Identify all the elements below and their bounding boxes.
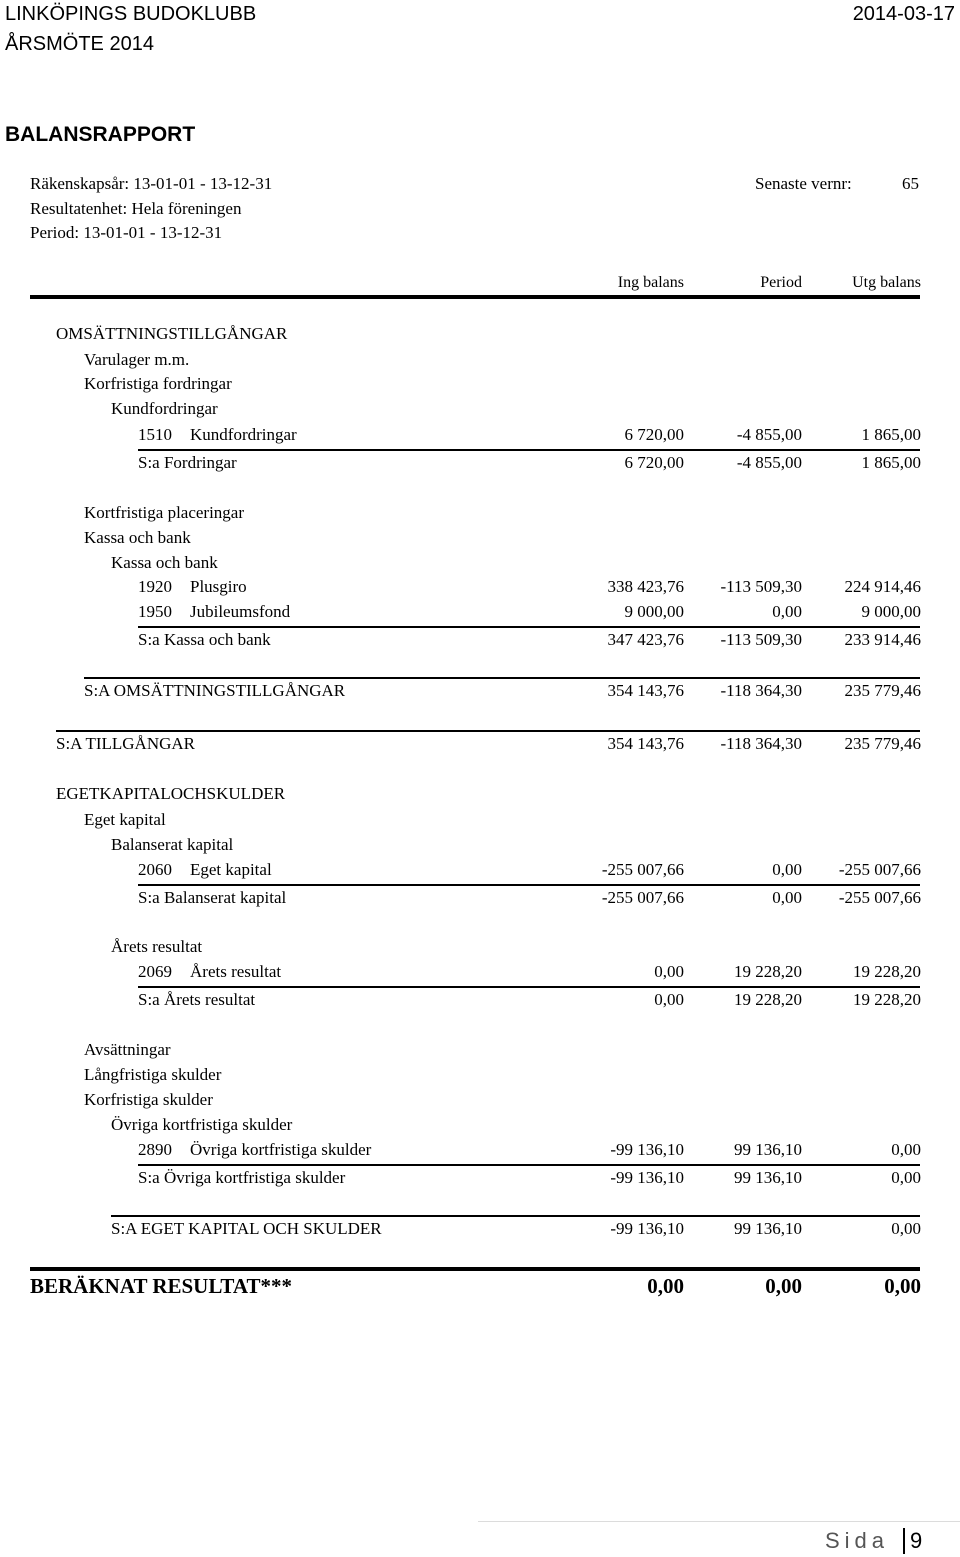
account-row [0,860,960,882]
document-date: 2014-03-17 [852,3,955,25]
header-rule [30,295,920,299]
row-label: BERÄKNAT RESULTAT*** [30,1274,292,1298]
row-label: Eget kapital [84,810,166,829]
row-label: EGETKAPITALOCHSKULDER [56,784,286,803]
organization-name: LINKÖPINGS BUDOKLUBB [5,3,257,25]
footer-rule [478,1521,960,1522]
section-heading-row [0,324,960,346]
account-name: Årets resultat [190,962,282,981]
latest-voucher-value: 65 [902,174,919,193]
opening-balance-value: 347 423,76 [607,630,684,649]
closing-balance-value: 1 865,00 [861,425,921,444]
subtotal-row [0,630,960,652]
account-name: Eget kapital [190,860,272,879]
period-value: -113 509,30 [720,630,802,649]
closing-balance-value: 19 228,20 [853,962,921,981]
closing-balance-value: -255 007,66 [838,888,921,907]
section-heading-row [0,1090,960,1112]
section-heading-row [0,503,960,525]
account-number: 2060 [138,860,172,879]
account-row [0,577,960,599]
page-title: BALANSRAPPORT [5,123,196,146]
row-label: OMSÄTTNINGSTILLGÅNGAR [56,324,288,343]
account-name: Övriga kortfristiga skulder [190,1140,372,1159]
row-label: Kassa och bank [84,528,191,547]
subtotal-row [0,681,960,703]
period-value: 99 136,10 [734,1219,802,1238]
row-label: Långfristiga skulder [84,1065,222,1084]
closing-balance-value: 9 000,00 [861,602,921,621]
account-number: 2069 [138,962,172,981]
opening-balance-value: 9 000,00 [624,602,684,621]
subtotal-rule [138,626,920,628]
row-label: Kassa och bank [111,553,218,572]
account-number: 1920 [138,577,172,596]
section-heading-row [0,1115,960,1137]
account-row [0,1140,960,1162]
opening-balance-value: -255 007,66 [601,860,684,879]
row-label: S:a Kassa och bank [138,630,271,649]
subtotal-row [0,1219,960,1241]
section-heading-row [0,937,960,959]
subtotal-rule [138,1164,920,1166]
section-heading-row [0,810,960,832]
subtotal-rule [30,1267,920,1271]
account-name: Jubileumsfond [190,602,291,621]
column-header-period: Period [760,274,802,291]
period-value: 0,00 [772,888,802,907]
row-label: S:A TILLGÅNGAR [56,734,195,753]
period-value: 0,00 [765,1274,802,1298]
closing-balance-value: 1 865,00 [861,453,921,472]
subtotal-row [0,453,960,475]
closing-balance-value: -255 007,66 [838,860,921,879]
section-heading-row [0,374,960,396]
section-heading-row [0,350,960,372]
row-label: Kortfristiga placeringar [84,503,245,522]
latest-voucher-label: Senaste vernr: [755,174,852,193]
row-label: Varulager m.m. [84,350,190,369]
row-label: S:a Årets resultat [138,990,256,1009]
subtotal-rule [138,986,920,988]
period-value: -113 509,30 [720,577,802,596]
row-label: Övriga kortfristiga skulder [111,1115,293,1134]
column-header-opening: Ing balans [617,274,684,291]
section-heading-row [0,399,960,421]
row-label: Kundfordringar [111,399,218,418]
subtotal-rule [111,1215,920,1217]
period-value: -4 855,00 [736,425,802,444]
subtotal-row [0,888,960,910]
row-label: Balanserat kapital [111,835,234,854]
meeting-title: ÅRSMÖTE 2014 [5,33,154,55]
subtotal-rule [84,677,920,679]
page-label: Sida [825,1528,890,1553]
subtotal-rule [56,730,920,732]
fiscal-year: Räkenskapsår: 13-01-01 - 13-12-31 [30,174,273,193]
closing-balance-value: 224 914,46 [844,577,921,596]
account-number: 1950 [138,602,172,621]
account-number: 2890 [138,1140,172,1159]
row-label: Årets resultat [111,937,203,956]
subtotal-row [0,1274,960,1296]
result-unit: Resultatenhet: Hela föreningen [30,199,242,218]
account-row [0,602,960,624]
period-value: -118 364,30 [720,681,802,700]
row-label: S:a Övriga kortfristiga skulder [138,1168,346,1187]
opening-balance-value: 0,00 [654,962,684,981]
opening-balance-value: 354 143,76 [607,734,684,753]
opening-balance-value: 0,00 [647,1274,684,1298]
closing-balance-value: 0,00 [884,1274,921,1298]
closing-balance-value: 0,00 [891,1219,921,1238]
subtotal-rule [138,449,920,451]
account-number: 1510 [138,425,172,444]
row-label: S:A EGET KAPITAL OCH SKULDER [111,1219,382,1238]
closing-balance-value: 19 228,20 [853,990,921,1009]
subtotal-row [0,734,960,756]
column-header-closing: Utg balans [852,274,921,291]
period-value: -4 855,00 [736,453,802,472]
period-value: 0,00 [772,602,802,621]
closing-balance-value: 235 779,46 [844,681,921,700]
opening-balance-value: -255 007,66 [601,888,684,907]
period-value: 19 228,20 [734,962,802,981]
report-period: Period: 13-01-01 - 13-12-31 [30,223,223,242]
period-value: 0,00 [772,860,802,879]
subtotal-row [0,990,960,1012]
opening-balance-value: 354 143,76 [607,681,684,700]
opening-balance-value: 6 720,00 [624,425,684,444]
row-label: Korfristiga fordringar [84,374,232,393]
opening-balance-value: 0,00 [654,990,684,1009]
account-name: Kundfordringar [190,425,297,444]
opening-balance-value: -99 136,10 [610,1219,684,1238]
period-value: 99 136,10 [734,1140,802,1159]
section-heading-row [0,553,960,575]
page-number: 9 [910,1528,923,1553]
row-label: S:A OMSÄTTNINGSTILLGÅNGAR [84,681,346,700]
opening-balance-value: 6 720,00 [624,453,684,472]
opening-balance-value: 338 423,76 [607,577,684,596]
period-value: 19 228,20 [734,990,802,1009]
row-label: S:a Fordringar [138,453,237,472]
subtotal-row [0,1168,960,1190]
period-value: 99 136,10 [734,1168,802,1187]
closing-balance-value: 0,00 [891,1168,921,1187]
opening-balance-value: -99 136,10 [610,1140,684,1159]
closing-balance-value: 0,00 [891,1140,921,1159]
subtotal-rule [138,884,920,886]
opening-balance-value: -99 136,10 [610,1168,684,1187]
account-row [0,425,960,447]
period-value: -118 364,30 [720,734,802,753]
account-row [0,962,960,984]
section-heading-row [0,784,960,806]
account-name: Plusgiro [190,577,247,596]
closing-balance-value: 235 779,46 [844,734,921,753]
row-label: Korfristiga skulder [84,1090,213,1109]
section-heading-row [0,528,960,550]
page-separator [903,1528,905,1554]
row-label: Avsättningar [84,1040,171,1059]
section-heading-row [0,1040,960,1062]
section-heading-row [0,835,960,857]
row-label: S:a Balanserat kapital [138,888,287,907]
closing-balance-value: 233 914,46 [844,630,921,649]
section-heading-row [0,1065,960,1087]
